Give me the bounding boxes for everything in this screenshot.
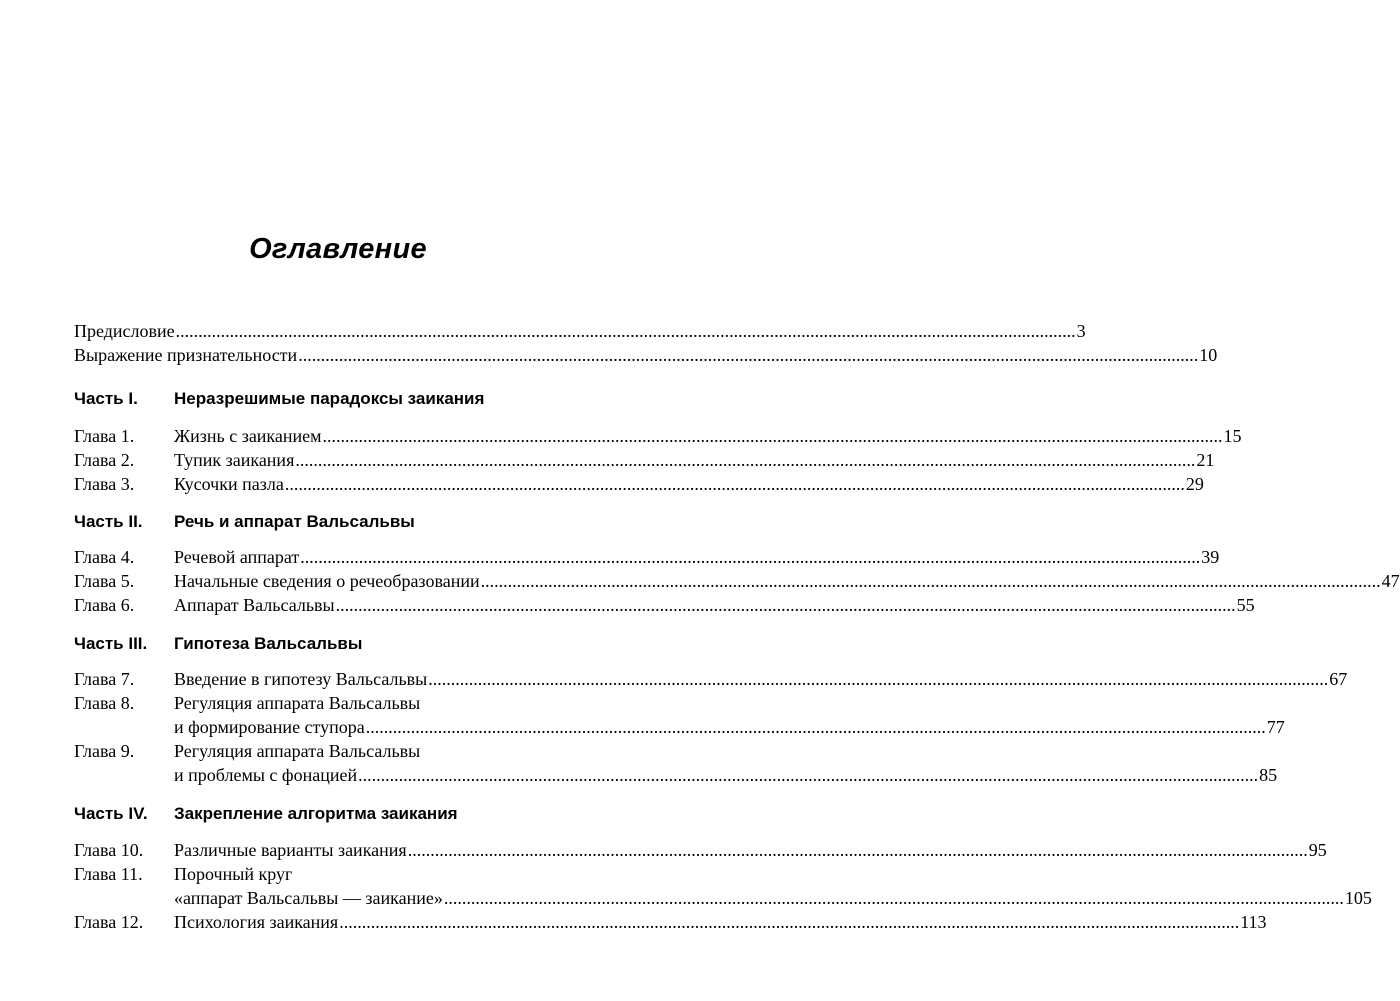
leader-dots: ........................................................................................................................................................................................................ [407, 840, 1308, 860]
page-number: 67 [1329, 669, 1348, 689]
page-number: 3 [1076, 321, 1086, 341]
part-title: Гипотеза Вальсальвы [174, 634, 363, 653]
toc-entry-chapter-10[interactable] [74, 838, 1327, 862]
leader-dots: ........................................................................................................................................................................................................ [284, 474, 1185, 494]
entry-title-continued: и проблемы с фонацией [174, 765, 358, 785]
entry-title: Кусочки пазла [174, 474, 284, 494]
entry-title: Предисловие [74, 321, 175, 341]
toc-entry-preface[interactable] [74, 319, 1086, 343]
page-number: 15 [1223, 426, 1242, 446]
page-number: 77 [1266, 717, 1285, 737]
chapter-label: Глава 3. [74, 474, 135, 494]
toc-entry-chapter-4[interactable] [74, 545, 1220, 569]
chapter-label: Глава 5. [74, 571, 135, 591]
part-title: Речь и аппарат Вальсальвы [174, 512, 415, 531]
page-number: 21 [1196, 450, 1215, 470]
leader-dots: ........................................................................................................................................................................................................ [358, 765, 1259, 785]
leader-dots: ........................................................................................................................................................................................................ [443, 888, 1344, 908]
entry-title: Выражение признательности [74, 345, 298, 365]
page-number: 85 [1259, 765, 1278, 785]
leader-dots: ........................................................................................................................................................................................................ [300, 547, 1201, 567]
page-number: 95 [1308, 840, 1327, 860]
part-label: Часть II. [74, 512, 143, 531]
part-label: Часть III. [74, 634, 148, 653]
entry-title: Аппарат Вальсальвы [174, 595, 335, 615]
toc-entry-chapter-11-line-2[interactable] [74, 886, 1372, 910]
part-heading-3[interactable] [74, 631, 600, 657]
entry-title: Регуляция аппарата Вальсальвы [174, 693, 421, 713]
leader-dots: ........................................................................................................................................................................................................ [365, 717, 1266, 737]
chapter-label: Глава 9. [74, 741, 135, 761]
part-heading-1[interactable] [74, 386, 600, 412]
entry-title: Регуляция аппарата Вальсальвы [174, 741, 421, 761]
entry-title: Различные варианты заикания [174, 840, 407, 860]
chapter-label: Глава 10. [74, 840, 144, 860]
toc-entry-chapter-2[interactable] [74, 448, 1215, 472]
part-title: Закрепление алгоритма заикания [174, 804, 458, 823]
toc-entry-chapter-1[interactable] [74, 424, 1242, 448]
chapter-label: Глава 11. [74, 864, 143, 884]
part-label: Часть IV. [74, 804, 148, 823]
chapter-label: Глава 2. [74, 450, 135, 470]
leader-dots: ........................................................................................................................................................................................................ [322, 426, 1223, 446]
leader-dots: ........................................................................................................................................................................................................ [339, 912, 1240, 932]
page-number: 29 [1185, 474, 1204, 494]
chapter-label: Глава 4. [74, 547, 135, 567]
page-number: 113 [1240, 912, 1267, 932]
part-heading-2[interactable] [74, 509, 600, 535]
toc-entry-chapter-7[interactable] [74, 667, 1348, 691]
toc-entry-chapter-11-line-1[interactable] [74, 862, 600, 886]
toc-entry-chapter-9-line-1[interactable] [74, 739, 600, 763]
leader-dots: ........................................................................................................................................................................................................ [295, 450, 1196, 470]
leader-dots: ........................................................................................................................................................................................................ [428, 669, 1329, 689]
entry-title: Речевой аппарат [174, 547, 300, 567]
entry-title: Введение в гипотезу Вальсальвы [174, 669, 428, 689]
part-label: Часть I. [74, 389, 138, 408]
entry-title: Тупик заикания [174, 450, 295, 470]
toc-entry-acknowledgements[interactable] [74, 343, 1218, 367]
page-number: 105 [1344, 888, 1372, 908]
toc-entry-chapter-8-line-2[interactable] [74, 715, 1285, 739]
chapter-label: Глава 8. [74, 693, 135, 713]
entry-title-continued: «аппарат Вальсальвы — заикание» [174, 888, 443, 908]
entry-title: Жизнь с заиканием [174, 426, 322, 446]
toc-entry-chapter-5[interactable] [74, 569, 1400, 593]
page-number: 47 [1381, 571, 1400, 591]
part-heading-4[interactable] [74, 801, 600, 827]
entry-title: Начальные сведения о речеобразовании [174, 571, 480, 591]
toc-entry-chapter-6[interactable] [74, 593, 1255, 617]
chapter-label: Глава 6. [74, 595, 135, 615]
leader-dots: ........................................................................................................................................................................................................ [480, 571, 1381, 591]
toc-entry-chapter-9-line-2[interactable] [74, 763, 1278, 787]
entry-title: Психология заикания [174, 912, 339, 932]
toc-entry-chapter-3[interactable] [74, 472, 1204, 496]
page-number: 10 [1199, 345, 1218, 365]
toc-entry-chapter-12[interactable] [74, 910, 1267, 934]
entry-title-continued: и формирование ступора [174, 717, 365, 737]
page-number: 55 [1236, 595, 1255, 615]
page-number: 39 [1201, 547, 1220, 567]
leader-dots: ........................................................................................................................................................................................................ [335, 595, 1236, 615]
entry-title: Порочный круг [174, 864, 293, 884]
chapter-label: Глава 1. [74, 426, 135, 446]
part-title: Неразрешимые парадоксы заикания [174, 389, 485, 408]
chapter-label: Глава 7. [74, 669, 135, 689]
toc-entry-chapter-8-line-1[interactable] [74, 691, 600, 715]
chapter-label: Глава 12. [74, 912, 144, 932]
toc-heading: Оглавление [249, 233, 427, 265]
leader-dots: ........................................................................................................................................................................................................ [175, 321, 1076, 341]
leader-dots: ........................................................................................................................................................................................................ [298, 345, 1199, 365]
